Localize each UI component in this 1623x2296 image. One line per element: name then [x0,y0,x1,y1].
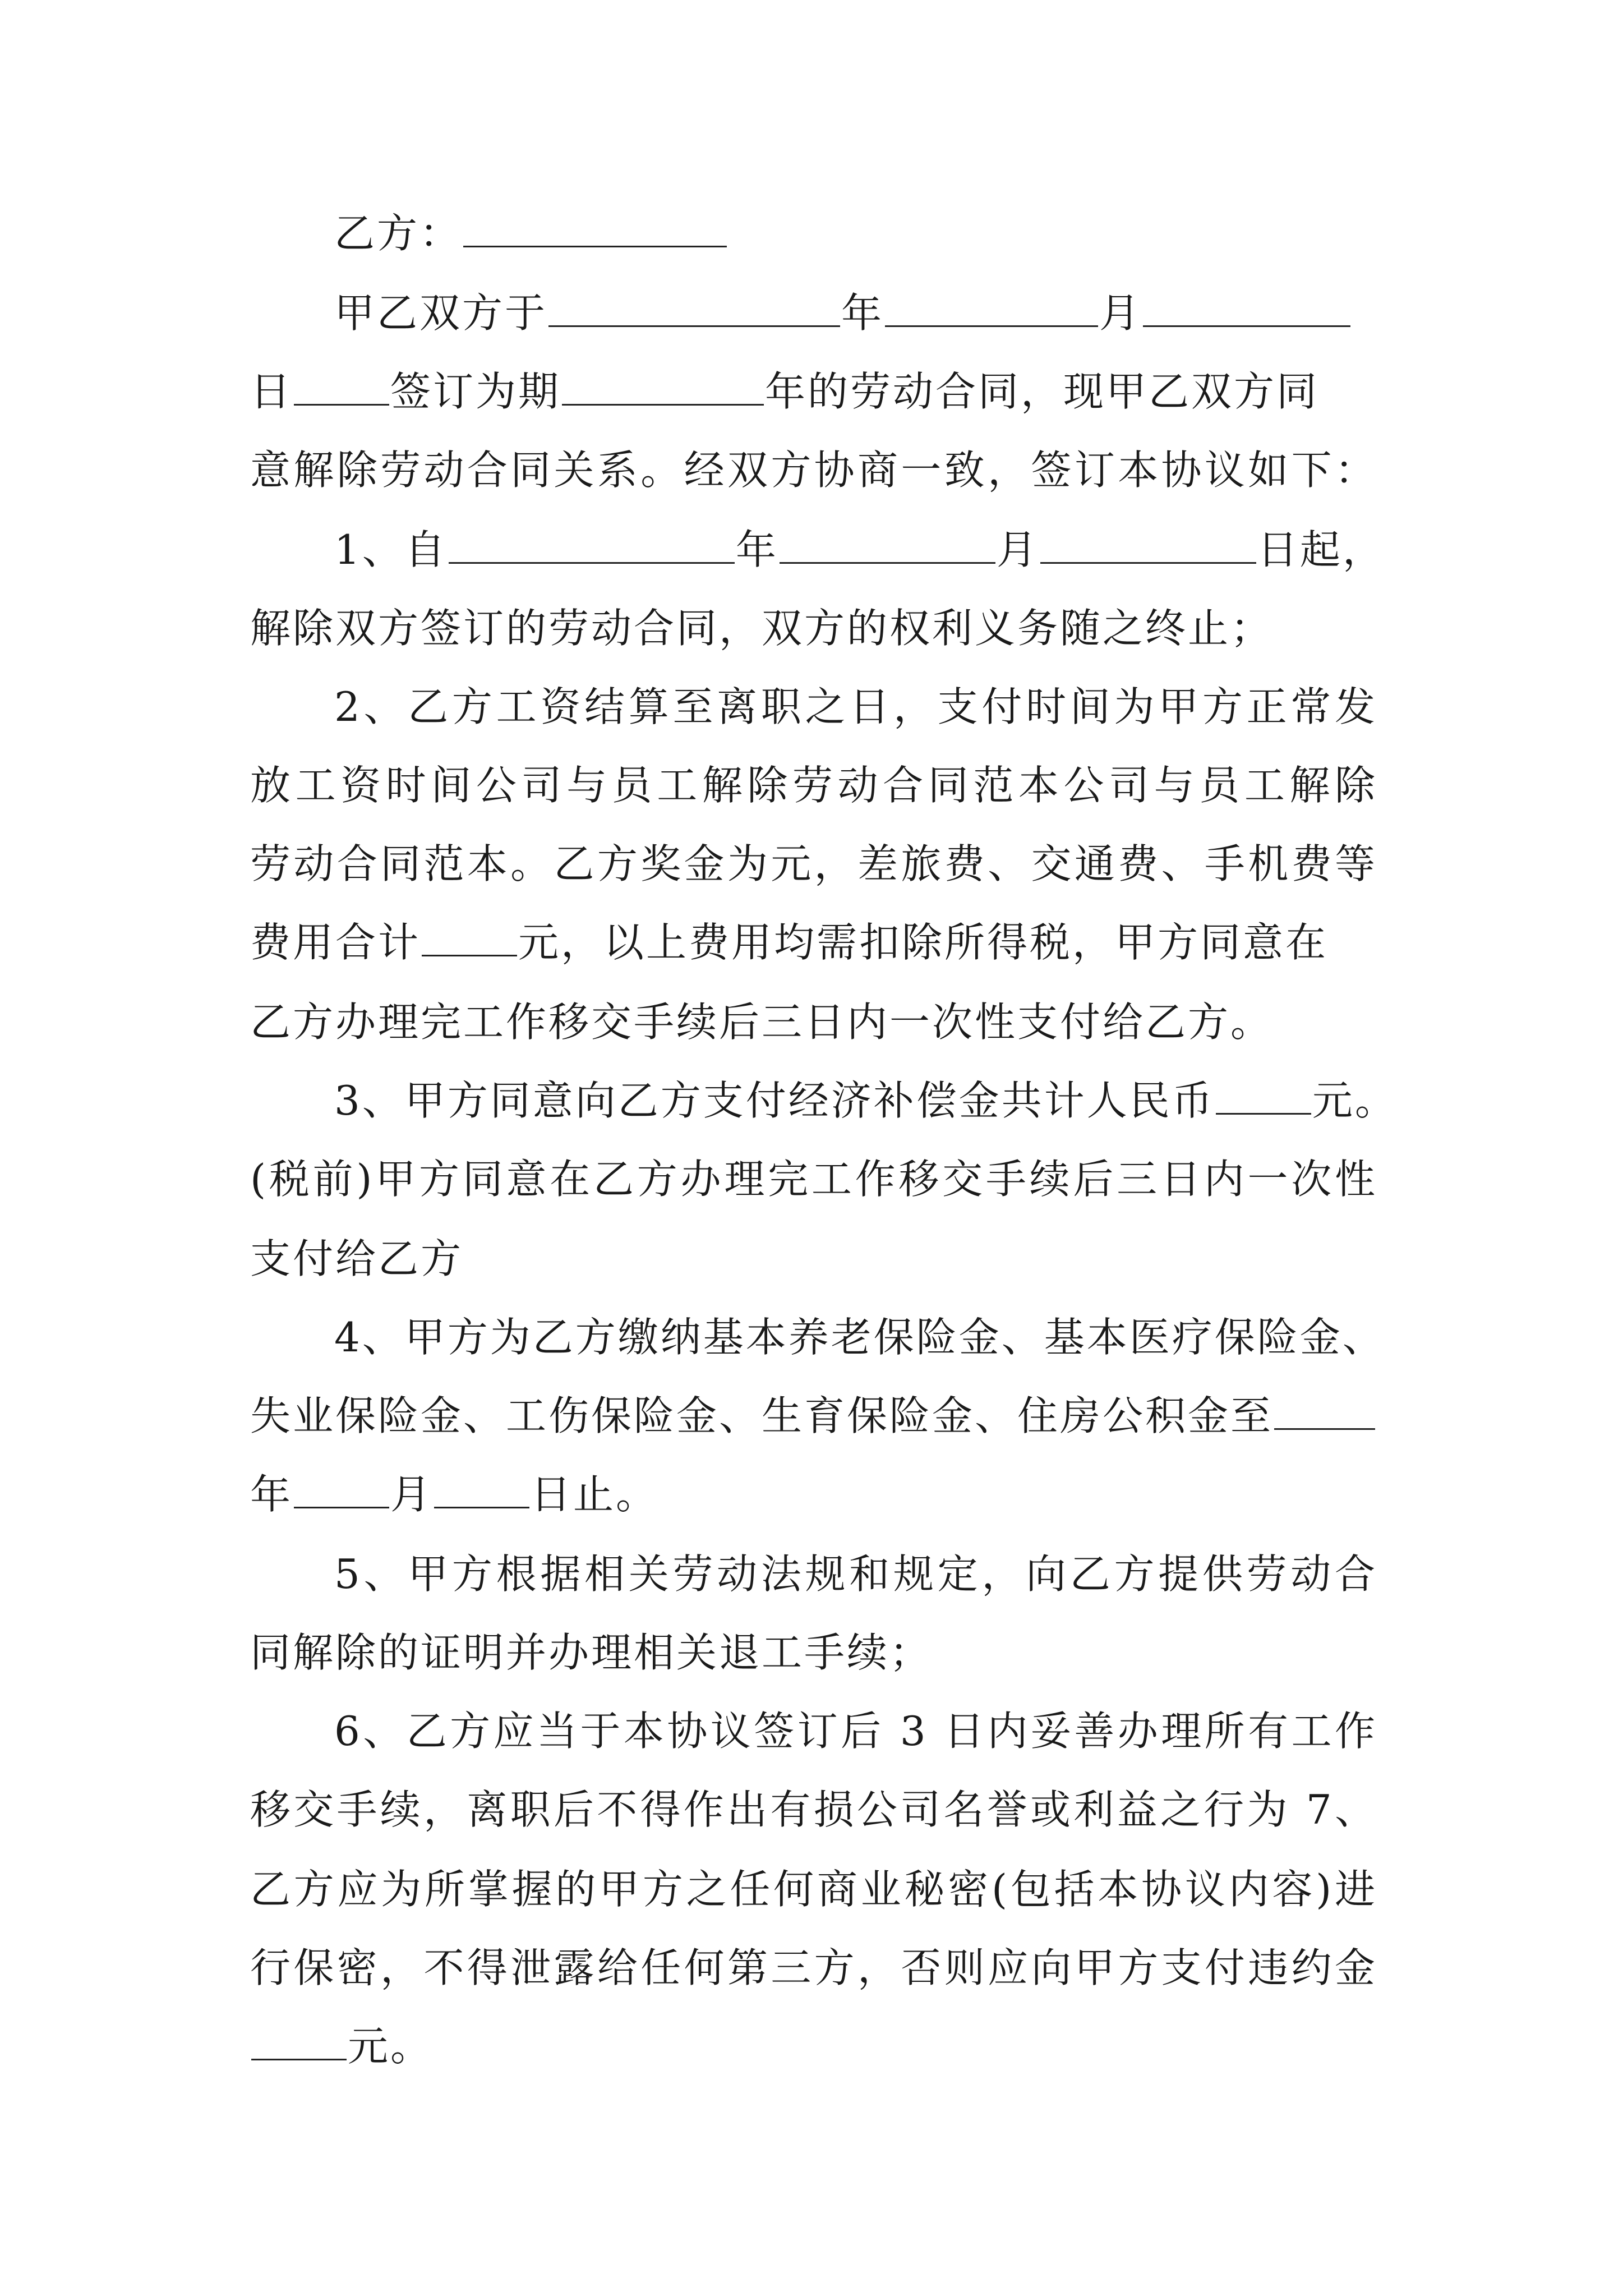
month-blank [885,291,1098,327]
text-segment: 年 [735,526,778,573]
text-segment: 日 [250,368,293,415]
clause-7-line-1: 乙方应为所掌握的甲方之任何商业秘密(包括本协议内容)进 [250,1866,1377,1913]
text-segment: 3、甲方同意向乙方支付经济补偿金共计人民币 [334,1077,1215,1124]
party-b-line [334,194,1461,273]
text-segment: 日起， [1257,526,1385,573]
clause-3-line-2: (税前)甲方同意在乙方办理完工作移交手续后三日内一次性 [250,1156,1377,1203]
clause-4-line-3 [250,1455,1377,1534]
clause-3-line-3: 支付给乙方 [250,1235,464,1282]
text-segment: 签订为期 [390,368,561,415]
text-segment: 年的劳动合同，现甲乙双方同 [765,368,1320,415]
day-blank [1143,291,1350,327]
text-segment: 费用合计 [250,919,421,966]
day-blank [294,370,389,406]
clause-2-line-2: 放工资时间公司与员工解除劳动合同范本公司与员工解除 [250,762,1377,809]
party-b-label: 乙方： [334,210,463,257]
text-segment: 月 [1099,289,1142,337]
text-segment: 月 [996,526,1039,573]
intro-line-3: 意解除劳动合同关系。经双方协商一致，签订本协议如下： [250,447,1377,494]
month-blank [780,528,995,564]
clause-7-line-3 [250,2007,1377,2086]
amount-blank [422,921,517,956]
text-segment: 日止。 [531,1471,659,1518]
intro-line-1 [334,274,1377,352]
text-segment: 年 [841,289,884,337]
text-segment: 元。 [1312,1077,1398,1124]
clause-1-line-1 [334,510,1385,589]
clause-2-line-3: 劳动合同范本。乙方奖金为元，差旅费、交通费、手机费等 [250,840,1377,887]
clause-1-line-2: 解除双方签订的劳动合同，双方的权利义务随之终止； [250,605,1274,652]
text-segment: 年 [250,1471,293,1518]
year-blank [1274,1394,1375,1430]
clause-3-line-1 [334,1061,1398,1140]
clause-5-line-1: 5、甲方根据相关劳动法规和规定，向乙方提供劳动合 [334,1550,1377,1598]
day-blank [1040,528,1256,564]
year-blank [548,291,840,327]
penalty-blank [251,2024,347,2060]
clause-5-line-2: 同解除的证明并办理相关退工手续； [250,1629,933,1676]
text-segment: 元。 [348,2023,434,2070]
text-segment: 失业保险金、工伤保险金、生育保险金、住房公积金至 [250,1392,1274,1439]
party-b-blank [463,211,727,247]
day-blank [434,1473,529,1508]
year-blank [449,528,735,564]
term-blank [562,370,764,406]
clause-2-line-4 [250,903,1377,982]
text-segment: 元，以上费用均需扣除所得税，甲方同意在 [518,919,1329,966]
month-blank [294,1473,389,1508]
clause-2-line-5: 乙方办理完工作移交手续后三日内一次性支付给乙方。 [250,999,1274,1046]
amount-blank [1216,1079,1311,1115]
text-segment: 甲乙双方于 [334,289,548,337]
clause-2-line-1: 2、乙方工资结算至离职之日，支付时间为甲方正常发 [334,683,1377,730]
clause-4-line-1: 4、甲方为乙方缴纳基本养老保险金、基本医疗保险金、 [334,1314,1385,1361]
clause-7-line-2: 行保密，不得泄露给任何第三方，否则应向甲方支付违约金 [250,1944,1377,1991]
clause-6-line-1: 6、乙方应当于本协议签订后 3 日内妥善办理所有工作 [334,1708,1377,1755]
text-segment: 1、自 [334,526,448,573]
clause-6-line-2: 移交手续，离职后不得作出有损公司名誉或利益之行为 7、 [250,1786,1377,1833]
intro-line-2 [250,352,1377,431]
text-segment: 月 [390,1471,434,1518]
clause-4-line-2 [250,1377,1377,1455]
